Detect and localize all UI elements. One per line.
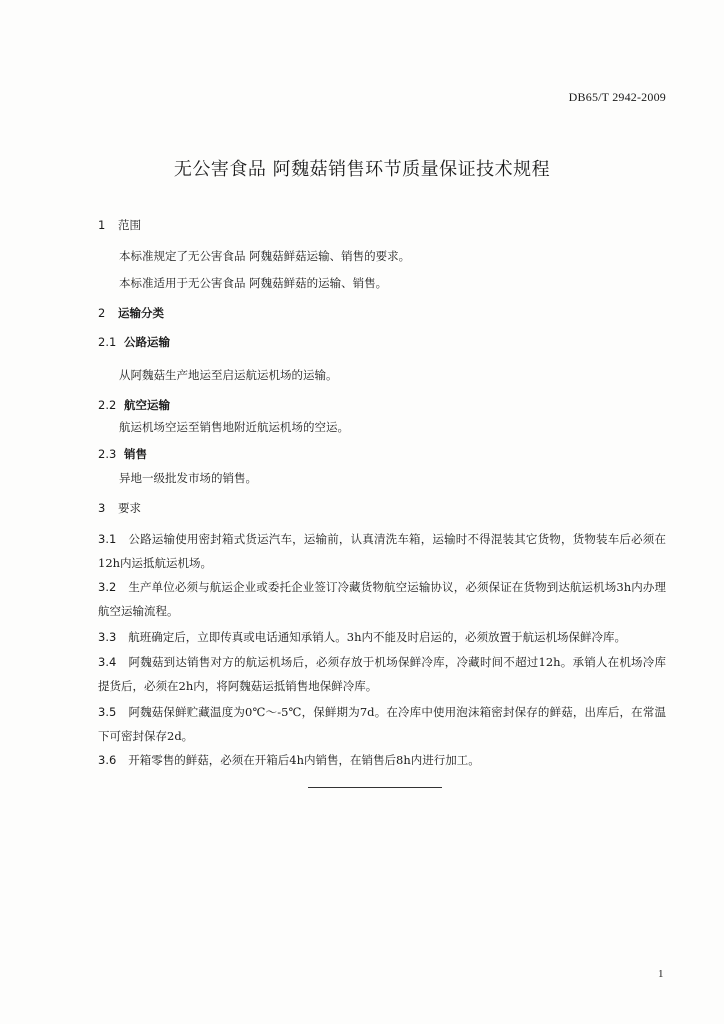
section-2-1-heading (98, 334, 170, 350)
section-number: 3 (98, 501, 106, 515)
section-title: 公路运输 (124, 335, 170, 349)
requirement-text: 开箱零售的鲜菇，必须在开箱后4h内销售，在销售后8h内进行加工。 (128, 753, 480, 767)
requirement-text: 阿魏菇保鲜贮藏温度为0℃～-5℃，保鲜期为7d。在冷库中使用泡沫箱密封保存的鲜菇，出库后，在常温下可密封保存2d。 (98, 705, 666, 743)
section-number: 2.1 (98, 335, 117, 349)
requirement-number: 3.5 (98, 705, 117, 719)
section-3-heading (98, 500, 141, 516)
section-title: 销售 (124, 447, 147, 461)
requirement-3-3 (98, 625, 666, 649)
section-number: 2.3 (98, 447, 117, 461)
requirement-3-4 (98, 650, 666, 698)
requirement-3-2 (98, 575, 666, 623)
requirement-3-1 (98, 527, 666, 575)
section-number: 1 (98, 218, 106, 232)
requirement-3-5 (98, 700, 666, 748)
requirement-text: 阿魏菇到达销售对方的航运机场后，必须存放于机场保鲜冷库，冷藏时间不超过12h。承销人在机场冷库提货后，必须在2h内，将阿魏菇运抵销售地保鲜冷库。 (98, 655, 666, 693)
end-of-text-rule (308, 787, 442, 788)
section-2-heading (98, 305, 164, 321)
requirement-number: 3.3 (98, 630, 117, 644)
requirement-text: 生产单位必须与航运企业或委托企业签订冷藏货物航空运输协议，必须保证在货物到达航运机场3h内办理航空运输流程。 (98, 580, 666, 618)
section-title: 航空运输 (124, 398, 170, 412)
section-1-heading (98, 217, 141, 233)
requirement-3-6 (98, 748, 666, 772)
requirement-number: 3.6 (98, 753, 117, 767)
section-title: 范围 (118, 218, 141, 232)
section-2-2-heading (98, 397, 170, 413)
requirement-text: 航班确定后，立即传真或电话通知承销人。3h内不能及时启运的，必须放置于航运机场保鲜冷库。 (128, 630, 627, 644)
section-title: 运输分类 (118, 306, 164, 320)
requirement-text: 公路运输使用密封箱式货运汽车，运输前，认真清洗车箱，运输时不得混装其它货物，货物装车后必须在12h内运抵航运机场。 (98, 532, 666, 570)
scope-paragraph-2: 本标准适用于无公害食品 阿魏菇鲜菇的运输、销售。 (119, 276, 388, 290)
section-2-3-text: 异地一级批发市场的销售。 (119, 471, 257, 485)
document-title: 无公害食品 阿魏菇销售环节质量保证技术规程 (173, 159, 551, 180)
section-title: 要求 (118, 501, 141, 515)
requirement-number: 3.4 (98, 655, 117, 669)
section-number: 2.2 (98, 398, 117, 412)
requirement-number: 3.1 (98, 532, 117, 546)
page-number: 1 (658, 968, 664, 980)
standard-code: DB65/T 2942-2009 (568, 90, 666, 104)
scope-paragraph-1: 本标准规定了无公害食品 阿魏菇鲜菇运输、销售的要求。 (119, 249, 411, 263)
section-number: 2 (98, 306, 106, 320)
section-2-2-text: 航运机场空运至销售地附近航运机场的空运。 (119, 420, 349, 434)
section-2-3-heading (98, 446, 147, 462)
section-2-1-text: 从阿魏菇生产地运至启运航运机场的运输。 (119, 368, 338, 382)
requirement-number: 3.2 (98, 580, 117, 594)
